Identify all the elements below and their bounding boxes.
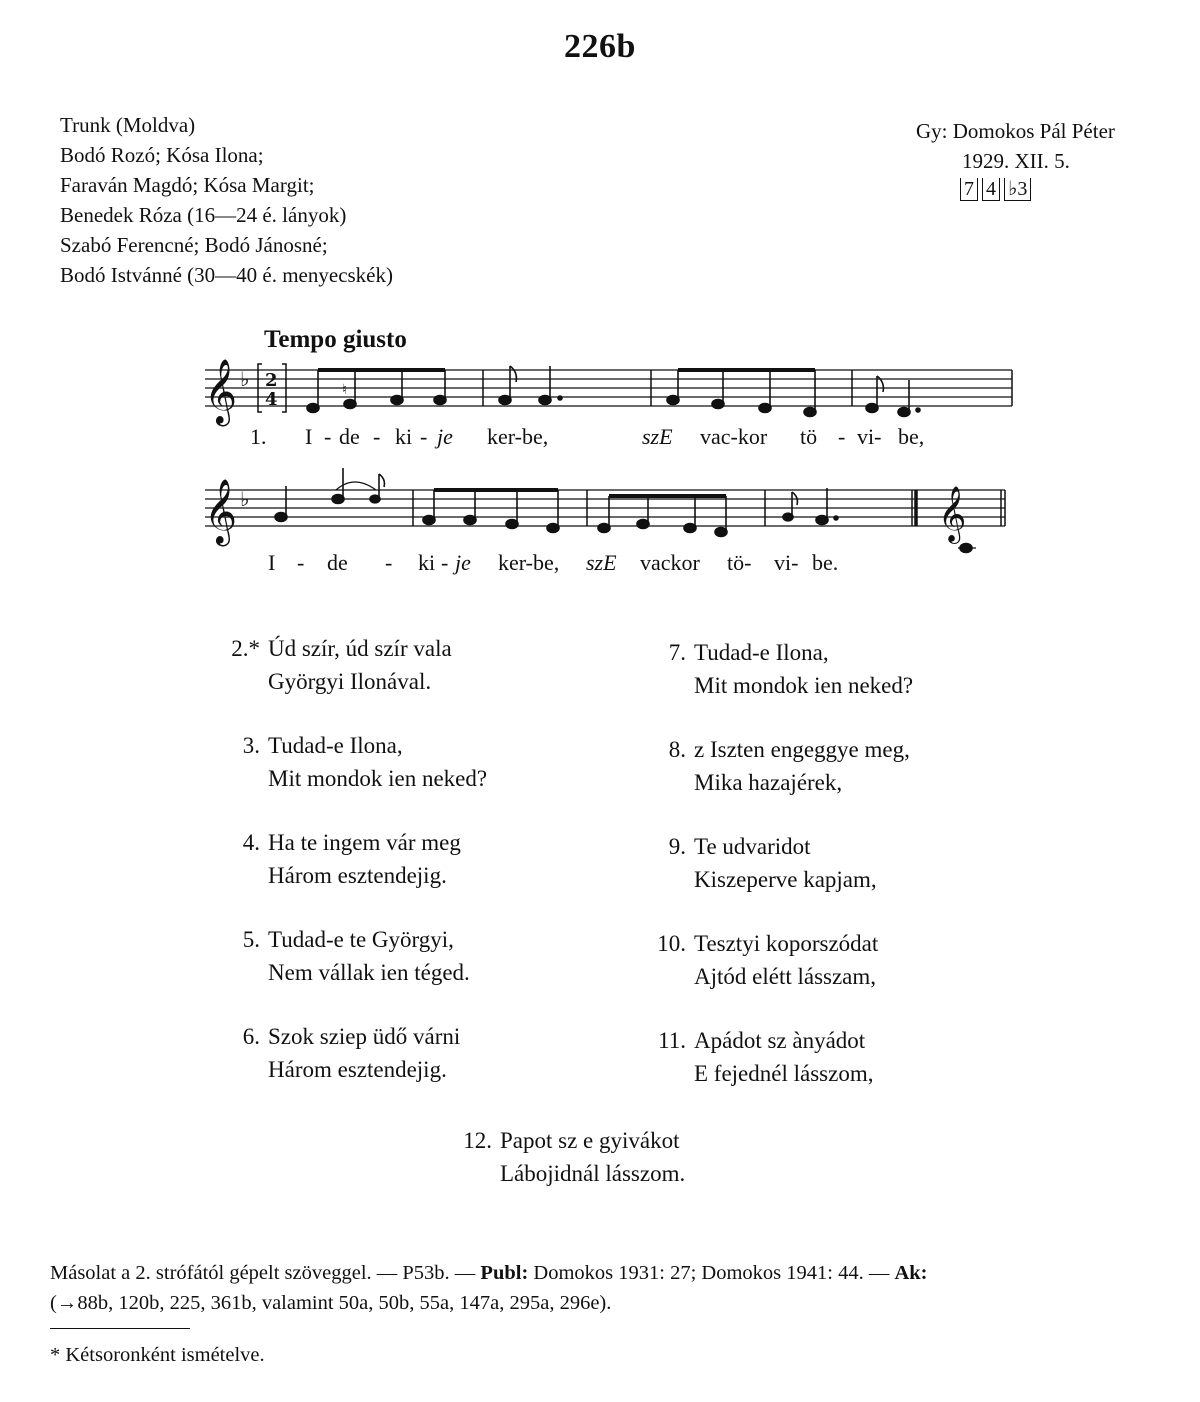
verse (220, 632, 487, 698)
verse (220, 826, 487, 892)
syllable: szE (642, 424, 673, 449)
syllable: je (455, 550, 471, 575)
verse-line: Úd szír, úd szír vala (268, 636, 452, 661)
syllable: be, (898, 424, 925, 449)
publ-label: Publ: (480, 1262, 529, 1284)
source-notes (50, 1258, 1160, 1318)
verse-number: 11. (658, 1028, 686, 1053)
staff-line-1 (205, 370, 1012, 406)
syllable: I (268, 550, 276, 575)
syllable: - (420, 424, 428, 449)
publication-refs: Domokos 1931: 27; Domokos 1941: 44. — (533, 1262, 890, 1284)
verse-line: Györgyi Ilonával. (268, 669, 432, 694)
verse-line: Lábojidnál lásszom. (500, 1161, 686, 1186)
verse-line: Tudad-e te Györgyi, (268, 927, 454, 952)
verse-number: 8. (668, 737, 686, 762)
staff-line-2 (205, 490, 1005, 526)
syllable: vackor (640, 550, 700, 575)
informant-line: Bodó Rozó; Kósa Ilona; (60, 143, 264, 167)
lyrics-line-1 (0, 424, 1200, 454)
verse-number: 9. (668, 834, 686, 859)
treble-clef-icon: 𝄞 (204, 479, 238, 544)
verse-number: 1. (250, 424, 267, 449)
lyrics-line-2 (0, 550, 1200, 580)
informant-line: Faraván Magdó; Kósa Margit; (60, 173, 315, 197)
verse-line: Nem vállak ien téged. (268, 960, 470, 985)
syllable: vac-kor (700, 424, 768, 449)
verse-line: Mika hazajérek, (694, 770, 843, 795)
syllable: tö- (727, 550, 752, 575)
verse-number: 5. (242, 927, 260, 952)
verse-line: Három esztendejig. (268, 863, 447, 888)
verse-number: 10. (657, 931, 686, 956)
verse-number: 4. (242, 830, 260, 855)
syllable: - (441, 550, 449, 575)
verses-right-column (646, 636, 913, 1090)
ak-label: Ak: (894, 1262, 928, 1284)
informant-line: Bodó Istvánné (30—40 é. menyecskék) (60, 263, 393, 287)
code-box: 4 (982, 178, 1000, 201)
verse-number: 12. (463, 1128, 492, 1153)
verse-line: Szok sziep üdő várni (268, 1024, 461, 1049)
verse-last (452, 1124, 685, 1190)
verse-line: Ajtód elétt lásszam, (694, 964, 877, 989)
verse-line: Kiszeperve kapjam, (694, 867, 877, 892)
syllable: - (297, 550, 305, 575)
verse-line: Tesztyi koporszódat (694, 931, 879, 956)
location-line: Trunk (Moldva) (60, 113, 196, 137)
syllable: ki (395, 424, 413, 449)
music-notation (0, 0, 1200, 600)
verse-number: 3. (242, 733, 260, 758)
collector-name: Gy: Domokos Pál Péter (916, 119, 1115, 143)
verse-line: Te udvaridot (694, 834, 811, 859)
syllable: - (373, 424, 381, 449)
syllable: de (327, 550, 348, 575)
verse-line: Mit mondok ien neked? (268, 766, 488, 791)
verse-line: Három esztendejig. (268, 1057, 447, 1082)
verse (220, 1020, 487, 1086)
cross-references: (→88b, 120b, 225, 361b, valamint 50a, 50b, 55a, 147a, 295a, 296e). (50, 1292, 612, 1314)
flat-icon: ♭ (240, 487, 250, 511)
syllable: de (339, 424, 360, 449)
syllable: je (437, 424, 453, 449)
verse (646, 636, 913, 702)
song-number-title: 226b (564, 28, 636, 65)
verse-number: 6. (242, 1024, 260, 1049)
treble-clef-icon: 𝄞 (938, 486, 967, 542)
notes-line-1 (307, 366, 920, 417)
verse-number: 7. (668, 640, 686, 665)
syllable: - (385, 550, 393, 575)
syllable: - (324, 424, 332, 449)
syllable: ki (418, 550, 436, 575)
footnote: * Kétsoronként ismételve. (50, 1344, 265, 1366)
notes-line-2 (275, 468, 976, 553)
verse (220, 923, 487, 989)
verse (646, 830, 913, 896)
syllable: szE (586, 550, 617, 575)
svg-text:4: 4 (265, 389, 278, 410)
code-box: ♭3 (1004, 178, 1031, 201)
tempo-marking: Tempo giusto (264, 326, 407, 353)
verse-line: Mit mondok ien neked? (694, 673, 914, 698)
verse (646, 1024, 913, 1090)
flat-icon: ♭ (240, 367, 250, 391)
verse-number: 2.* (231, 636, 260, 661)
informant-line: Benedek Róza (16—24 é. lányok) (60, 203, 347, 227)
verse (220, 729, 487, 795)
verse-line: Ha te ingem vár meg (268, 830, 461, 855)
syllable: - (838, 424, 846, 449)
syllable: I (305, 424, 313, 449)
verse (646, 733, 913, 799)
verses-left-column (220, 632, 487, 1086)
code-box: 7 (960, 178, 978, 201)
verse-line: Apádot sz ànyádot (694, 1028, 866, 1053)
collection-date: 1929. XII. 5. (962, 149, 1070, 173)
source-text: Másolat a 2. strófától gépelt szöveggel. — P53b. — (50, 1262, 476, 1284)
syllable: tö (800, 424, 818, 449)
verse-line: E fejednél lásszom, (694, 1061, 874, 1086)
treble-clef-icon: 𝄞 (204, 359, 238, 424)
syllable: be. (812, 550, 839, 575)
verse-line: Tudad-e Ilona, (268, 733, 403, 758)
verse (646, 927, 913, 993)
footnote-divider (50, 1328, 190, 1329)
verse-line: Tudad-e Ilona, (694, 640, 829, 665)
syllable: ker-be, (487, 424, 549, 449)
syllable: ker-be, (498, 550, 560, 575)
svg-text:2: 2 (265, 370, 278, 391)
natural-icon: ♮ (342, 382, 348, 398)
verse-line: z Iszten engeggye meg, (694, 737, 910, 762)
verse-line: Papot sz e gyivákot (500, 1128, 680, 1153)
syllable: vi- (857, 424, 882, 449)
informant-line: Szabó Ferencné; Bodó Jánosné; (60, 233, 328, 257)
syllable: vi- (774, 550, 799, 575)
